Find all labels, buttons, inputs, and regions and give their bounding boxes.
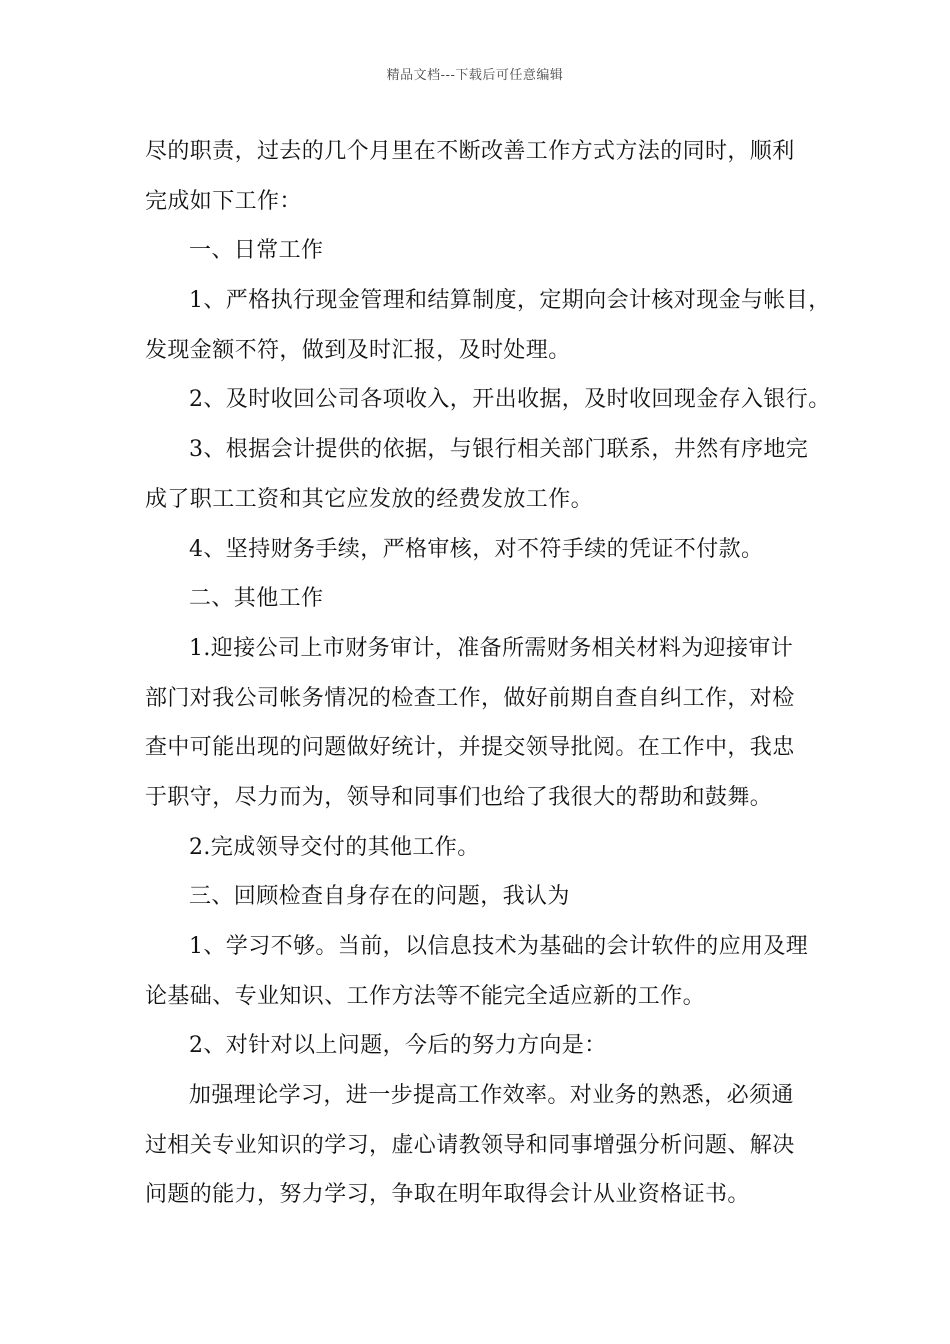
text-line: 一、日常工作 bbox=[189, 238, 324, 264]
text-line: 1、学习不够。当前，以信息技术为基础的会计软件的应用及理 bbox=[189, 934, 809, 959]
text-line: 论基础、专业知识、工作方法等不能完全适应新的工作。 bbox=[145, 983, 706, 1009]
text-line: 1.迎接公司上市财务审计，准备所需财务相关材料为迎接审计 bbox=[189, 635, 794, 661]
text-line: 过相关专业知识的学习，虚心请教领导和同事增强分析问题、解决 bbox=[145, 1132, 795, 1158]
text-line: 4、坚持财务手续，严格审核，对不符手续的凭证不付款。 bbox=[189, 536, 764, 562]
text-line: 部门对我公司帐务情况的检查工作，做好前期自查自纠工作，对检 bbox=[145, 685, 795, 711]
text-line: 2、对针对以上问题，今后的努力方向是： bbox=[189, 1033, 607, 1059]
text-line: 1、严格执行现金管理和结算制度，定期向会计核对现金与帐目， bbox=[189, 288, 831, 314]
text-line: 完成如下工作： bbox=[145, 188, 302, 214]
text-line: 3、根据会计提供的依据，与银行相关部门联系，井然有序地完 bbox=[189, 437, 809, 463]
text-line: 发现金额不符，做到及时汇报，及时处理。 bbox=[145, 337, 571, 363]
text-line: 查中可能出现的问题做好统计，并提交领导批阅。在工作中，我忠 bbox=[145, 735, 795, 761]
text-line: 二、其他工作 bbox=[189, 586, 324, 612]
text-line: 加强理论学习，进一步提高工作效率。对业务的熟悉，必须通 bbox=[189, 1083, 794, 1109]
document-body bbox=[145, 127, 831, 1220]
page-header: 精品文档---下载后可任意编辑 bbox=[386, 68, 564, 83]
text-line: 尽的职责，过去的几个月里在不断改善工作方式方法的同时，顺利 bbox=[145, 139, 795, 164]
text-line: 三、回顾检查自身存在的问题，我认为 bbox=[189, 884, 570, 910]
text-line: 成了职工工资和其它应发放的经费发放工作。 bbox=[145, 486, 594, 512]
text-line: 2.完成领导交付的其他工作。 bbox=[189, 834, 480, 860]
text-line: 问题的能力，努力学习，争取在明年取得会计从业资格证书。 bbox=[145, 1182, 750, 1208]
text-line: 于职守，尽力而为，领导和同事们也给了我很大的帮助和鼓舞。 bbox=[145, 784, 773, 810]
text-line: 2、及时收回公司各项收入，开出收据，及时收回现金存入银行。 bbox=[189, 387, 831, 413]
